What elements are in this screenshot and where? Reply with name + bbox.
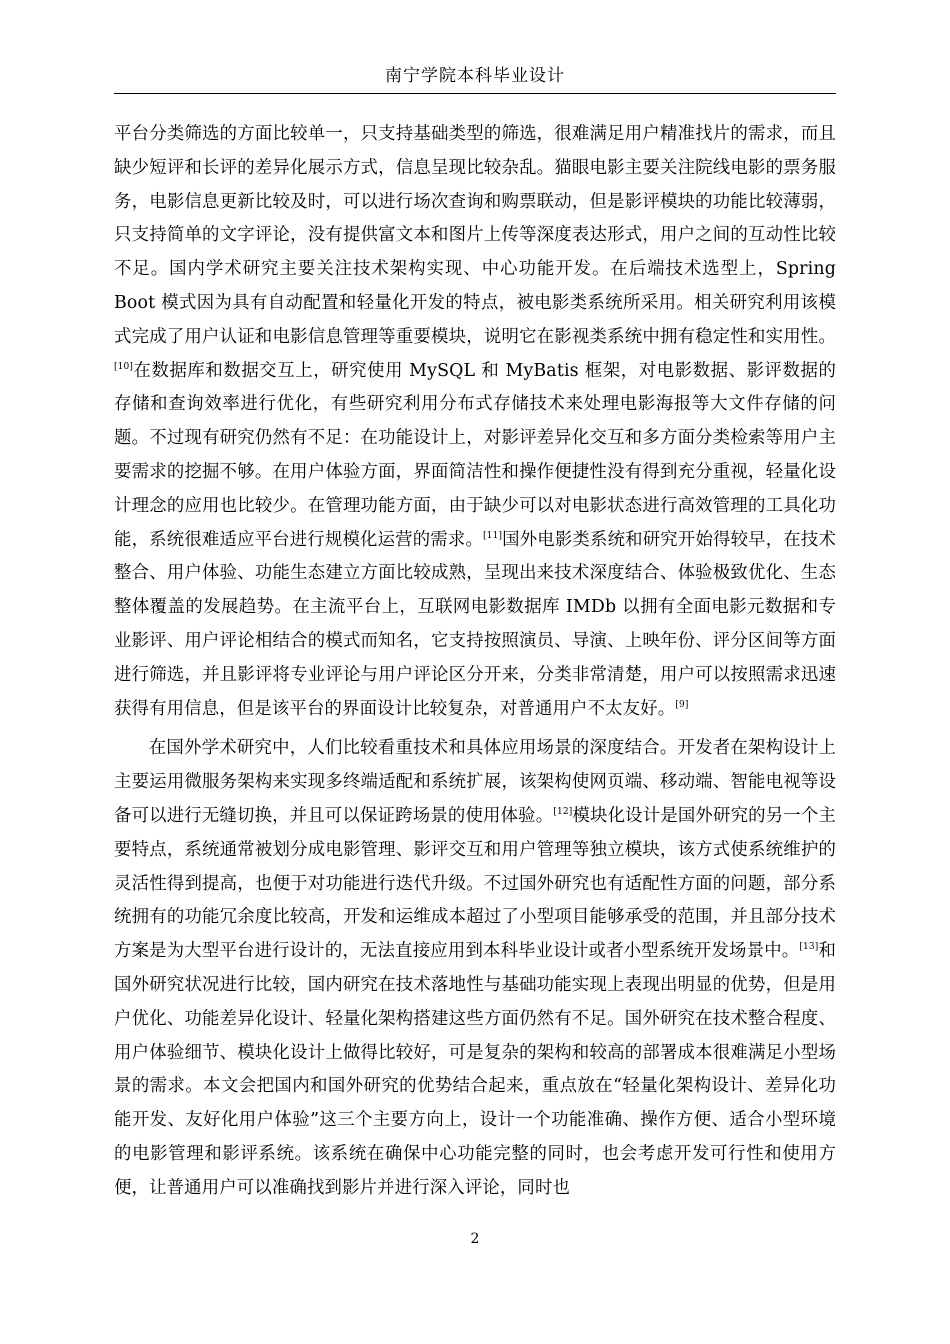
citation-marker: [10] [114,361,134,372]
citation-marker: [12] [553,806,573,817]
citation-marker: [13] [799,942,819,953]
paragraph-text: 在国外学术研究中，人们比较看重技术和具体应用场景的深度结合。开发者在架构设计上主要运用微服务架构来实现多终端适配和系统扩展，该架构使网页端、移动端、智能电视等设备可以进行无缝切换，并且可以保证跨场景的使用体验。 [114,738,836,826]
citation-marker: [11] [483,530,503,541]
header-divider [114,93,836,94]
paragraph-text: 平台分类筛选的方面比较单一，只支持基础类型的筛选，很难满足用户精准找片的需求，而且缺少短评和长评的差异化展示方式，信息呈现比较杂乱。猫眼电影主要关注院线电影的票务服务，电影信息更新比较及时，可以进行场次查询和购票联动，但是影评模块的功能比较薄弱，只支持简单的文字评论，没有提供富文本和图片上传等深度表达形式，用户之间的互动性比较不足。国内学术研究主要关注技术架构实现、中心功能开发。在后端技术选型上，Spring Boot 模式因为具有自动配置和轻量化开发的特点，被电影类系统所采用。相关研究利用该模式完成了用户认证和电影信息管理等重要模块，说明它在影视类系统中拥有稳定性和实用性。 [114,124,836,347]
paragraph-text: 国外电影类系统和研究开始得较早，在技术整合、用户体验、功能生态建立方面比较成熟，呈现出来技术深度结合、体验极致优化、生态整体覆盖的发展趋势。在主流平台上，互联网电影数据库 IMDb 以拥有全面电影元数据和专业影评、用户评论相结合的模式而知名，它支持按照演员、导演、上映年份、评分区间等方面进行筛选，并且影评将专业评论与用户评论区分开来，分类非常清楚，用户可以按照需求迅速获得有用信息，但是该平台的界面设计比较复杂，对普通用户不太友好。 [114,529,836,719]
paragraph-text: 和国外研究状况进行比较，国内研究在技术落地性与基础功能实现上表现出明显的优势，但是用户优化、功能差异化设计、轻量化架构搭建这些方面仍然有不足。国外研究在技术整合程度、用户体验细节、模块化设计上做得比较好，可是复杂的架构和较高的部署成本很难满足小型场景的需求。本文会把国内和国外研究的优势结合起来，重点放在“轻量化架构设计、差异化功能开发、友好化用户体验”这三个主要方向上，设计一个功能准确、操作方便、适合小型环境的电影管理和影评系统。该系统在确保中心功能完整的同时，也会考虑开发可行性和使用方便，让普通用户可以准确找到影片并进行深入评论，同时也 [114,941,836,1198]
paragraph [114,118,836,726]
body-text [114,118,836,1206]
paragraph-text: 模块化设计是国外研究的另一个主要特点，系统通常被划分成电影管理、影评交互和用户管理等独立模块，该方式使系统维护的灵活性得到提高，也便于对功能进行迭代升级。不过国外研究也有适配性方面的问题，部分系统拥有的功能冗余度比较高，开发和运维成本超过了小型项目能够承受的范围，并且部分技术方案是为大型平台进行设计的，无法直接应用到本科毕业设计或者小型系统开发场景中。 [114,805,836,962]
paragraph-text: 在数据库和数据交互上，研究使用 MySQL 和 MyBatis 框架，对电影数据、影评数据的存储和查询效率进行优化，有些研究利用分布式存储技术来处理电影海报等大文件存储的问题。不过现有研究仍然有不足：在功能设计上，对影评差异化交互和多方面分类检索等用户主要需求的挖掘不够。在用户体验方面，界面简洁性和操作便捷性没有得到充分重视，轻量化设计理念的应用也比较少。在管理功能方面，由于缺少可以对电影状态进行高效管理的工具化功能，系统很难适应平台进行规模化运营的需求。 [114,360,836,550]
paragraph [114,732,836,1205]
page-header-title: 南宁学院本科毕业设计 [385,66,565,86]
citation-marker: [9] [675,699,689,710]
page-number: 2 [470,1231,480,1247]
